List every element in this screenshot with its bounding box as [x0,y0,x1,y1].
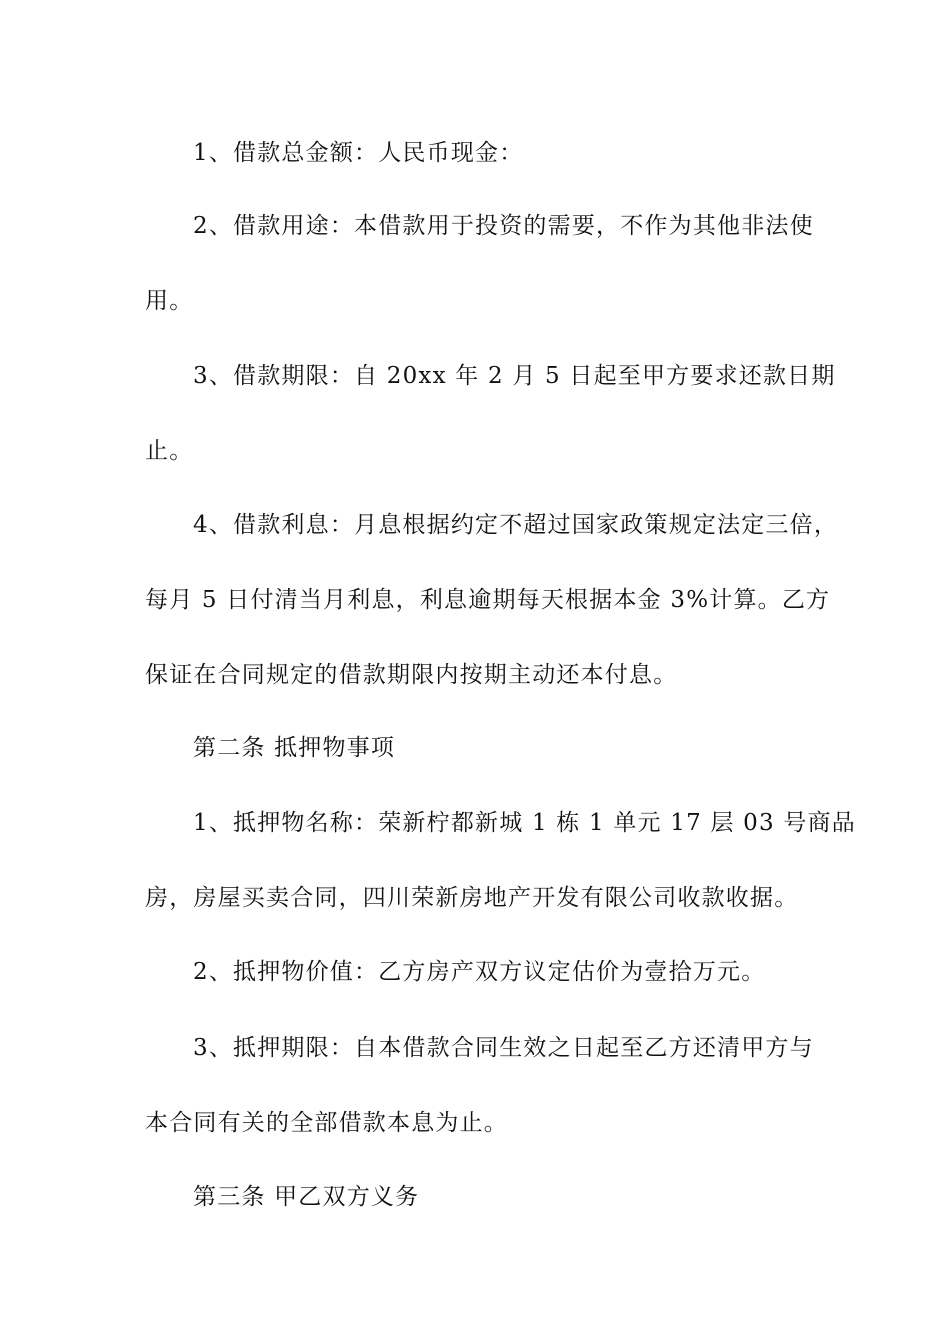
clause-loan-amount: 1、借款总金额：人民币现金： [193,140,524,166]
clause-loan-term-cont: 止。 [145,438,194,464]
clause-loan-purpose-cont: 用。 [145,288,194,314]
clause-loan-interest-cont-2: 保证在合同规定的借款期限内按期主动还本付息。 [145,662,678,688]
clause-collateral-term-cont: 本合同有关的全部借款本息为止。 [145,1110,508,1136]
clause-collateral-term: 3、抵押期限：自本借款合同生效之日起至乙方还清甲方与 [193,1035,814,1061]
clause-loan-term: 3、借款期限：自 20xx 年 2 月 5 日起至甲方要求还款日期 [193,363,836,389]
article-3-heading: 第三条 甲乙双方义务 [193,1184,420,1210]
clause-collateral-name-cont: 房，房屋买卖合同，四川荣新房地产开发有限公司收款收据。 [145,885,799,911]
clause-loan-interest: 4、借款利息：月息根据约定不超过国家政策规定法定三倍， [193,512,839,538]
clause-collateral-name: 1、抵押物名称：荣新柠都新城 1 栋 1 单元 17 层 03 号商品 [193,810,856,836]
article-2-heading: 第二条 抵押物事项 [193,735,396,761]
clause-loan-interest-cont-1: 每月 5 日付清当月利息，利息逾期每天根据本金 3%计算。乙方 [145,587,831,613]
clause-collateral-value: 2、抵押物价值：乙方房产双方议定估价为壹拾万元。 [193,959,766,985]
clause-loan-purpose: 2、借款用途：本借款用于投资的需要，不作为其他非法使 [193,213,814,239]
